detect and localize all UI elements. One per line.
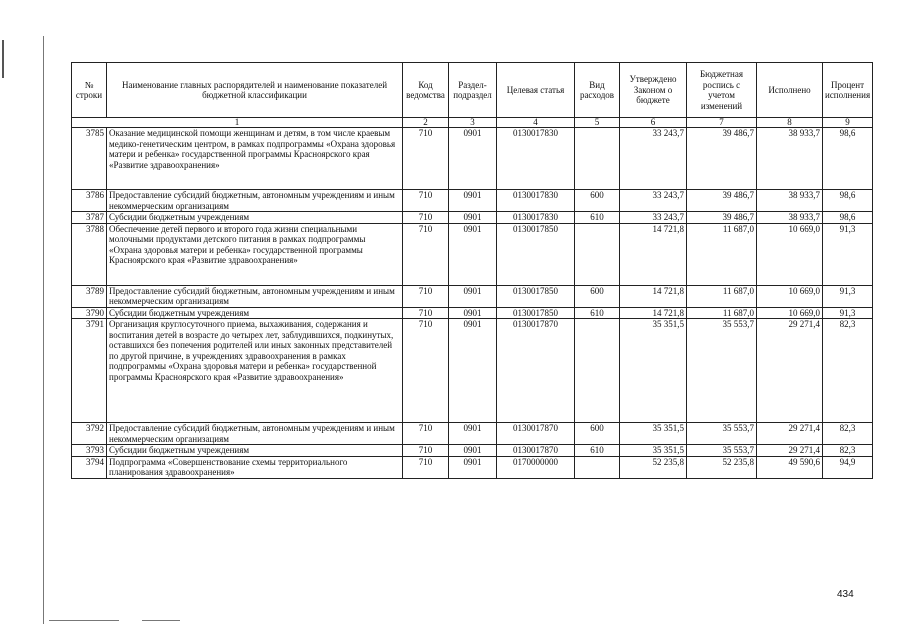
- table-row: [72, 223, 873, 285]
- scan-bottom-mark: [142, 620, 180, 621]
- row-dept-code: 710: [403, 445, 449, 457]
- row-percent: 82,3: [823, 445, 873, 457]
- row-target: 0130017830: [497, 190, 575, 212]
- col-header-dept-code: Код ведомства: [403, 63, 449, 118]
- row-dept-code: 710: [403, 319, 449, 423]
- row-number: 3794: [72, 456, 107, 478]
- row-schedule: 39 486,7: [687, 212, 757, 224]
- row-kind: [575, 319, 620, 423]
- row-dept-code: 710: [403, 190, 449, 212]
- column-number: 3: [449, 118, 497, 128]
- row-approved: 33 243,7: [620, 128, 687, 190]
- row-executed: 38 933,7: [757, 212, 823, 224]
- row-section: 0901: [449, 307, 497, 319]
- page-margin-line: [43, 36, 44, 624]
- row-percent: 98,6: [823, 190, 873, 212]
- row-kind: 600: [575, 190, 620, 212]
- row-percent: 91,3: [823, 223, 873, 285]
- row-name: Подпрограмма «Совершенствование схемы территориального планирования здравоохранения»: [107, 456, 403, 478]
- row-target: 0170000000: [497, 456, 575, 478]
- table-row: [72, 190, 873, 212]
- row-number: 3790: [72, 307, 107, 319]
- row-executed: 10 669,0: [757, 307, 823, 319]
- row-section: 0901: [449, 212, 497, 224]
- row-kind: 600: [575, 285, 620, 307]
- row-target: 0130017870: [497, 423, 575, 445]
- row-name: Обеспечение детей первого и второго года жизни специальными молочными продуктами детского питания в рамках подпрограммы «Охрана здоровья матери и ребенка» государственной программы Красноярского края «Развитие здравоохранения»: [107, 223, 403, 285]
- row-executed: 49 590,6: [757, 456, 823, 478]
- row-percent: 82,3: [823, 423, 873, 445]
- table-row: [72, 456, 873, 478]
- row-number: 3785: [72, 128, 107, 190]
- row-name: Предоставление субсидий бюджетным, автономным учреждениям и иным некоммерческим организациям: [107, 423, 403, 445]
- table-row: [72, 445, 873, 457]
- row-dept-code: 710: [403, 128, 449, 190]
- row-section: 0901: [449, 423, 497, 445]
- row-percent: 98,6: [823, 212, 873, 224]
- row-kind: 610: [575, 307, 620, 319]
- row-executed: 29 271,4: [757, 423, 823, 445]
- col-header-executed: Исполнено: [757, 63, 823, 118]
- row-number: 3787: [72, 212, 107, 224]
- header-row: [72, 63, 873, 118]
- row-approved: 33 243,7: [620, 212, 687, 224]
- row-schedule: 39 486,7: [687, 190, 757, 212]
- table-row: [72, 307, 873, 319]
- row-dept-code: 710: [403, 307, 449, 319]
- row-name: Субсидии бюджетным учреждениям: [107, 445, 403, 457]
- budget-execution-table: [71, 62, 873, 479]
- row-approved: 14 721,8: [620, 285, 687, 307]
- row-schedule: 11 687,0: [687, 285, 757, 307]
- row-schedule: 35 553,7: [687, 319, 757, 423]
- scan-bottom-mark: [49, 620, 119, 621]
- row-kind: 610: [575, 445, 620, 457]
- column-number: 9: [823, 118, 873, 128]
- row-executed: 38 933,7: [757, 190, 823, 212]
- col-header-schedule: Бюджетная роспись с учетом изменений: [687, 63, 757, 118]
- row-approved: 33 243,7: [620, 190, 687, 212]
- row-name: Субсидии бюджетным учреждениям: [107, 307, 403, 319]
- row-section: 0901: [449, 319, 497, 423]
- row-name: Оказание медицинской помощи женщинам и детям, в том числе краевым медико-генетическим центром, в рамках подпрограммы «Охрана здоровья матери и ребенка» государственной программы Красноярского края «Развитие здравоохранения»: [107, 128, 403, 190]
- row-schedule: 11 687,0: [687, 307, 757, 319]
- col-header-target: Целевая статья: [497, 63, 575, 118]
- scan-edge-mark: [2, 40, 4, 78]
- row-number: 3792: [72, 423, 107, 445]
- row-kind: 600: [575, 423, 620, 445]
- column-number: 1: [72, 118, 403, 128]
- row-percent: 94,9: [823, 456, 873, 478]
- row-number: 3786: [72, 190, 107, 212]
- table-row: [72, 423, 873, 445]
- row-percent: 98,6: [823, 128, 873, 190]
- page-number: 434: [837, 589, 854, 600]
- row-approved: 52 235,8: [620, 456, 687, 478]
- row-schedule: 35 553,7: [687, 423, 757, 445]
- row-dept-code: 710: [403, 456, 449, 478]
- col-header-row-no: № строки: [72, 63, 107, 118]
- row-approved: 35 351,5: [620, 319, 687, 423]
- row-approved: 14 721,8: [620, 307, 687, 319]
- row-section: 0901: [449, 456, 497, 478]
- col-header-approved: Утверждено Законом о бюджете: [620, 63, 687, 118]
- row-target: 0130017850: [497, 223, 575, 285]
- column-number-row: [72, 118, 873, 128]
- row-number: 3788: [72, 223, 107, 285]
- row-percent: 82,3: [823, 319, 873, 423]
- column-number: 8: [757, 118, 823, 128]
- column-number: 7: [687, 118, 757, 128]
- row-schedule: 35 553,7: [687, 445, 757, 457]
- row-dept-code: 710: [403, 223, 449, 285]
- row-number: 3791: [72, 319, 107, 423]
- row-kind: [575, 128, 620, 190]
- row-section: 0901: [449, 190, 497, 212]
- table-row: [72, 285, 873, 307]
- row-name: Предоставление субсидий бюджетным, автономным учреждениям и иным некоммерческим организациям: [107, 285, 403, 307]
- row-kind: 610: [575, 212, 620, 224]
- table-row: [72, 212, 873, 224]
- row-target: 0130017850: [497, 307, 575, 319]
- row-target: 0130017830: [497, 128, 575, 190]
- row-executed: 10 669,0: [757, 285, 823, 307]
- row-schedule: 52 235,8: [687, 456, 757, 478]
- row-approved: 35 351,5: [620, 423, 687, 445]
- row-dept-code: 710: [403, 285, 449, 307]
- row-kind: [575, 456, 620, 478]
- row-kind: [575, 223, 620, 285]
- col-header-percent: Процент исполнения: [823, 63, 873, 118]
- row-name: Предоставление субсидий бюджетным, автономным учреждениям и иным некоммерческим организациям: [107, 190, 403, 212]
- row-number: 3789: [72, 285, 107, 307]
- row-executed: 10 669,0: [757, 223, 823, 285]
- row-section: 0901: [449, 285, 497, 307]
- row-schedule: 11 687,0: [687, 223, 757, 285]
- table-row: [72, 128, 873, 190]
- column-number: 5: [575, 118, 620, 128]
- row-approved: 35 351,5: [620, 445, 687, 457]
- row-executed: 38 933,7: [757, 128, 823, 190]
- column-number: 4: [497, 118, 575, 128]
- table-row: [72, 319, 873, 423]
- row-schedule: 39 486,7: [687, 128, 757, 190]
- row-percent: 91,3: [823, 307, 873, 319]
- row-approved: 14 721,8: [620, 223, 687, 285]
- row-target: 0130017870: [497, 319, 575, 423]
- row-executed: 29 271,4: [757, 445, 823, 457]
- row-section: 0901: [449, 223, 497, 285]
- row-section: 0901: [449, 445, 497, 457]
- row-dept-code: 710: [403, 423, 449, 445]
- column-number: 2: [403, 118, 449, 128]
- row-target: 0130017850: [497, 285, 575, 307]
- col-header-section: Раздел-подраздел: [449, 63, 497, 118]
- row-target: 0130017830: [497, 212, 575, 224]
- col-header-name: Наименование главных распорядителей и наименование показателей бюджетной классификации: [107, 63, 403, 118]
- row-name: Организация круглосуточного приема, выхаживания, содержания и воспитания детей в возрасте до четырех лет, заблудившихся, подкинутых, оставшихся без попечения родителей или иных законных представителей по другой причине, в учреждениях здравоохранения в рамках подпрограммы «Охрана здоровья матери и ребенка» государственной программы Красноярского края «Развитие здравоохранения»: [107, 319, 403, 423]
- row-percent: 91,3: [823, 285, 873, 307]
- row-dept-code: 710: [403, 212, 449, 224]
- row-target: 0130017870: [497, 445, 575, 457]
- col-header-kind: Вид расходов: [575, 63, 620, 118]
- row-section: 0901: [449, 128, 497, 190]
- row-name: Субсидии бюджетным учреждениям: [107, 212, 403, 224]
- row-number: 3793: [72, 445, 107, 457]
- row-executed: 29 271,4: [757, 319, 823, 423]
- column-number: 6: [620, 118, 687, 128]
